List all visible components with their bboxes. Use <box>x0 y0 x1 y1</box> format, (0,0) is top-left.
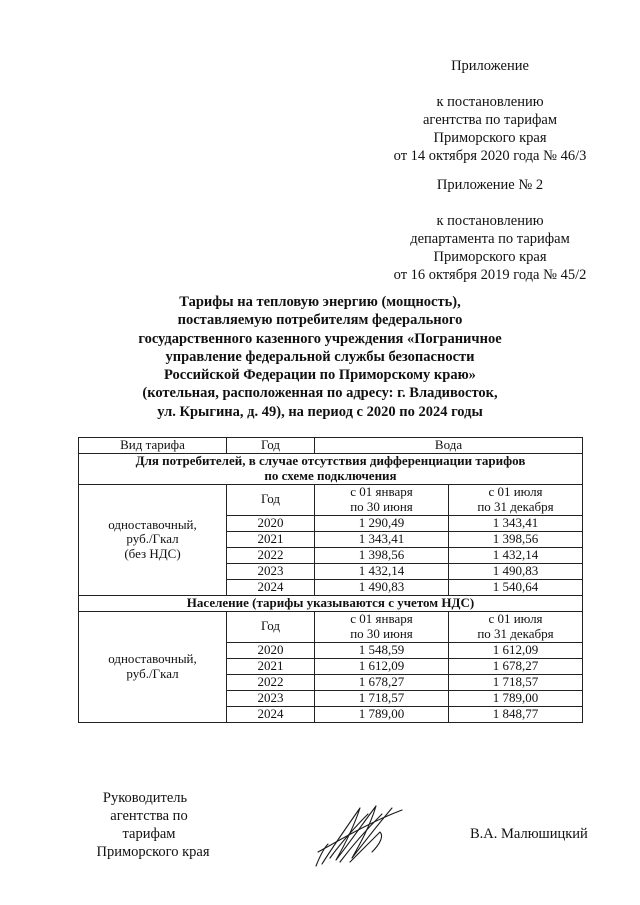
position-line: Приморского края <box>96 844 210 860</box>
period-line: по 31 декабря <box>477 625 554 641</box>
value-cell: 1 718,57 <box>315 690 449 706</box>
appendix-block <box>360 57 620 165</box>
value-cell: 1 398,56 <box>315 547 449 563</box>
title-line: поставляемую потребителям федерального <box>177 312 463 329</box>
appendix-line: Приморского края <box>433 130 547 146</box>
value-cell: 1 540,64 <box>449 579 583 595</box>
period-line: с 01 июля <box>488 484 543 499</box>
section-title: Население (тарифы указываются с учетом НДС) <box>79 595 583 611</box>
value-cell: 1 432,14 <box>449 547 583 563</box>
value-cell: 1 432,14 <box>315 563 449 579</box>
signatory-name: В.А. Малюшицкий <box>470 826 588 842</box>
value-cell: 1 718,57 <box>449 674 583 690</box>
table-header-row <box>79 438 583 454</box>
value-cell: 1 398,56 <box>449 531 583 547</box>
title-line: Тарифы на тепловую энергию (мощность), <box>179 294 461 310</box>
handwritten-signature <box>310 800 410 870</box>
tariff-type-line: одноставочный, <box>108 651 197 666</box>
subheader-year: Год <box>227 611 315 642</box>
tariff-type-line: руб./Гкал <box>126 531 179 547</box>
year-cell: 2021 <box>227 658 315 674</box>
title-line: (котельная, расположенная по адресу: г. Владивосток, <box>142 385 498 402</box>
value-cell: 1 789,00 <box>315 706 449 722</box>
value-cell: 1 490,83 <box>449 563 583 579</box>
year-cell: 2020 <box>227 642 315 658</box>
year-cell: 2024 <box>227 706 315 722</box>
value-cell: 1 612,09 <box>449 642 583 658</box>
signatory-position <box>84 789 214 861</box>
title-line: государственного казенного учреждения «Пограничное <box>138 330 502 347</box>
period-line: по 30 июня <box>350 625 413 641</box>
section-title-row <box>79 595 583 611</box>
appendix-line: от 14 октября 2020 года № 46/3 <box>393 148 587 164</box>
appendix-line: к постановлению <box>436 94 544 110</box>
value-cell: 1 490,83 <box>315 579 449 595</box>
year-cell: 2023 <box>227 690 315 706</box>
value-cell: 1 343,41 <box>449 515 583 531</box>
title-line: ул. Крыгина, д. 49), на период с 2020 по 2024 годы <box>157 403 483 420</box>
value-cell: 1 848,77 <box>449 706 583 722</box>
title-line: Российской Федерации по Приморскому краю» <box>164 367 476 384</box>
appendix-title: Приложение <box>451 58 529 74</box>
value-cell: 1 612,09 <box>315 658 449 674</box>
subheader-row <box>79 611 583 642</box>
period-line: по 31 декабря <box>477 498 554 514</box>
value-cell: 1 290,49 <box>315 515 449 531</box>
tariff-type-line: одноставочный, <box>108 516 197 532</box>
year-cell: 2020 <box>227 515 315 531</box>
value-cell: 1 789,00 <box>449 690 583 706</box>
document-title <box>120 293 520 421</box>
section-title-line: по схеме подключения <box>264 467 397 483</box>
tariff-type-cell <box>79 484 227 595</box>
position-line: Руководитель <box>102 790 188 806</box>
header-water: Вода <box>315 438 583 454</box>
appendix2-block <box>360 176 620 284</box>
value-cell: 1 343,41 <box>315 531 449 547</box>
section-title-line: Для потребителей, в случае отсутствия дифференциации тарифов <box>135 453 526 468</box>
title-line: управление федеральной службы безопасности <box>165 348 475 365</box>
section-title-row <box>79 453 583 484</box>
year-cell: 2021 <box>227 531 315 547</box>
appendix2-line: департамента по тарифам <box>410 231 570 247</box>
period-line: по 30 июня <box>350 498 413 514</box>
year-cell: 2022 <box>227 547 315 563</box>
appendix-line: агентства по тарифам <box>423 112 557 128</box>
value-cell: 1 678,27 <box>449 658 583 674</box>
tariff-type-cell <box>79 611 227 722</box>
appendix2-title: Приложение № 2 <box>436 177 544 193</box>
position-line: агентства по тарифам <box>110 808 188 842</box>
value-cell: 1 548,59 <box>315 642 449 658</box>
appendix2-line: Приморского края <box>433 249 547 265</box>
period-line: с 01 июля <box>488 611 543 626</box>
year-cell: 2022 <box>227 674 315 690</box>
period-line: с 01 января <box>350 611 413 626</box>
tariff-type-line: руб./Гкал <box>126 665 179 681</box>
subheader-year: Год <box>227 484 315 515</box>
tariff-type-line: (без НДС) <box>124 545 181 561</box>
section-title <box>79 453 583 484</box>
subheader-period1 <box>315 484 449 515</box>
header-tariff-type: Вид тарифа <box>79 438 227 454</box>
value-cell: 1 678,27 <box>315 674 449 690</box>
appendix2-line: от 16 октября 2019 года № 45/2 <box>393 267 587 283</box>
year-cell: 2024 <box>227 579 315 595</box>
subheader-period2 <box>449 484 583 515</box>
period-line: с 01 января <box>350 484 413 499</box>
subheader-period1 <box>315 611 449 642</box>
tariff-table <box>78 437 583 723</box>
appendix2-line: к постановлению <box>436 213 544 229</box>
subheader-row <box>79 484 583 515</box>
subheader-period2 <box>449 611 583 642</box>
year-cell: 2023 <box>227 563 315 579</box>
header-year: Год <box>227 438 315 454</box>
